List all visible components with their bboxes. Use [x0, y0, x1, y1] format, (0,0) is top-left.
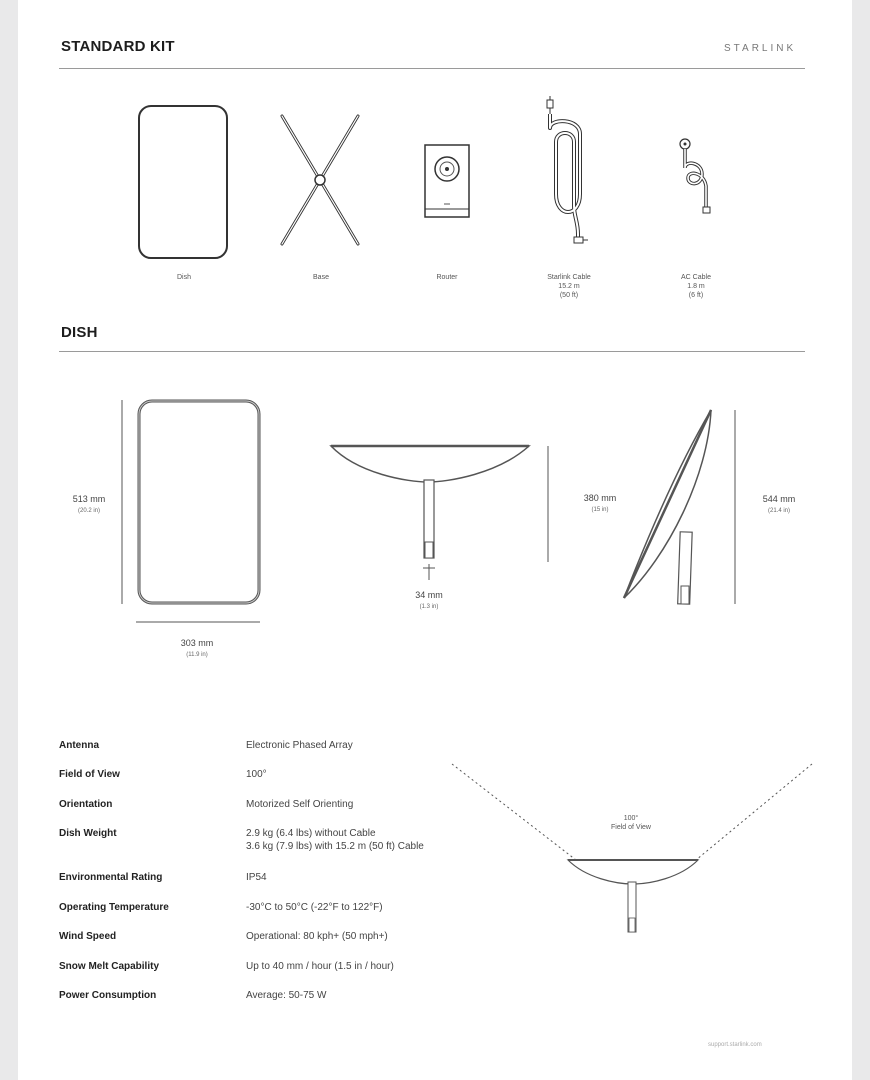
kit-item-caption-router: Router: [436, 274, 458, 281]
spec-value-field-of-view: 100°: [246, 769, 267, 780]
spec-label-orientation: Orientation: [59, 799, 113, 810]
dish-title: DISH: [61, 324, 98, 341]
router-kit-icon: [422, 143, 478, 223]
spec-value-snow-melt-capability: Up to 40 mm / hour (1.5 in / hour): [246, 961, 394, 972]
spec-value-antenna: Electronic Phased Array: [246, 740, 353, 751]
kit-item-caption-ac-cable: AC Cable 1.8 m (6 ft): [681, 274, 711, 299]
dish-divider: [59, 351, 805, 352]
kit-item-caption-dish: Dish: [176, 274, 191, 281]
kit-title: STANDARD KIT: [61, 38, 175, 55]
kit-divider: [59, 68, 805, 69]
spec-value-orientation: Motorized Self Orienting: [246, 799, 354, 810]
spec-label-environmental-rating: Environmental Rating: [59, 872, 163, 883]
spec-sheet-page: [18, 0, 852, 1080]
spec-value-wind-speed: Operational: 80 kph+ (50 mph+): [246, 931, 388, 942]
dish-tilted-view-drawing: [618, 406, 748, 610]
field-of-view-label: 100° Field of View: [611, 815, 651, 831]
ac-cable-kit-icon: [676, 134, 722, 220]
dim-mast-width: 34 mm (1.3 in): [415, 590, 443, 610]
dish-front-view-drawing: [118, 396, 268, 626]
dim-height-side: 380 mm (15 in): [583, 493, 617, 513]
base-kit-icon: [276, 110, 366, 250]
spec-value-power-consumption: Average: 50-75 W: [246, 990, 327, 1001]
spec-label-antenna: Antenna: [59, 740, 99, 751]
footer-url: support.starlink.com: [708, 1042, 762, 1048]
spec-label-wind-speed: Wind Speed: [59, 931, 117, 942]
spec-value-operating-temperature: -30°C to 50°C (-22°F to 122°F): [246, 902, 383, 913]
field-of-view-diagram: [450, 760, 820, 936]
dish-side-view-drawing: [328, 438, 558, 584]
dim-height-tilted: 544 mm (21.4 in): [762, 494, 796, 514]
spec-label-dish-weight: Dish Weight: [59, 828, 117, 839]
dim-height-front: 513 mm (20.2 in): [72, 494, 106, 514]
starlink-cable-kit-icon: [540, 94, 600, 254]
kit-item-caption-base: Base: [313, 274, 329, 281]
brand-wordmark: STARLINK: [724, 43, 797, 54]
dish-kit-icon: [136, 104, 232, 260]
spec-label-operating-temperature: Operating Temperature: [59, 902, 169, 913]
spec-label-snow-melt-capability: Snow Melt Capability: [59, 961, 160, 972]
spec-value-environmental-rating: IP54: [246, 872, 267, 883]
kit-item-caption-starlink-cable: Starlink Cable 15.2 m (50 ft): [547, 274, 591, 299]
spec-label-power-consumption: Power Consumption: [59, 990, 157, 1001]
spec-label-field-of-view: Field of View: [59, 769, 120, 780]
spec-value-dish-weight: 2.9 kg (6.4 lbs) without Cable 3.6 kg (7.9 lbs) with 15.2 m (50 ft) Cable: [246, 828, 424, 852]
dim-width-front: 303 mm (11.9 in): [180, 638, 214, 658]
